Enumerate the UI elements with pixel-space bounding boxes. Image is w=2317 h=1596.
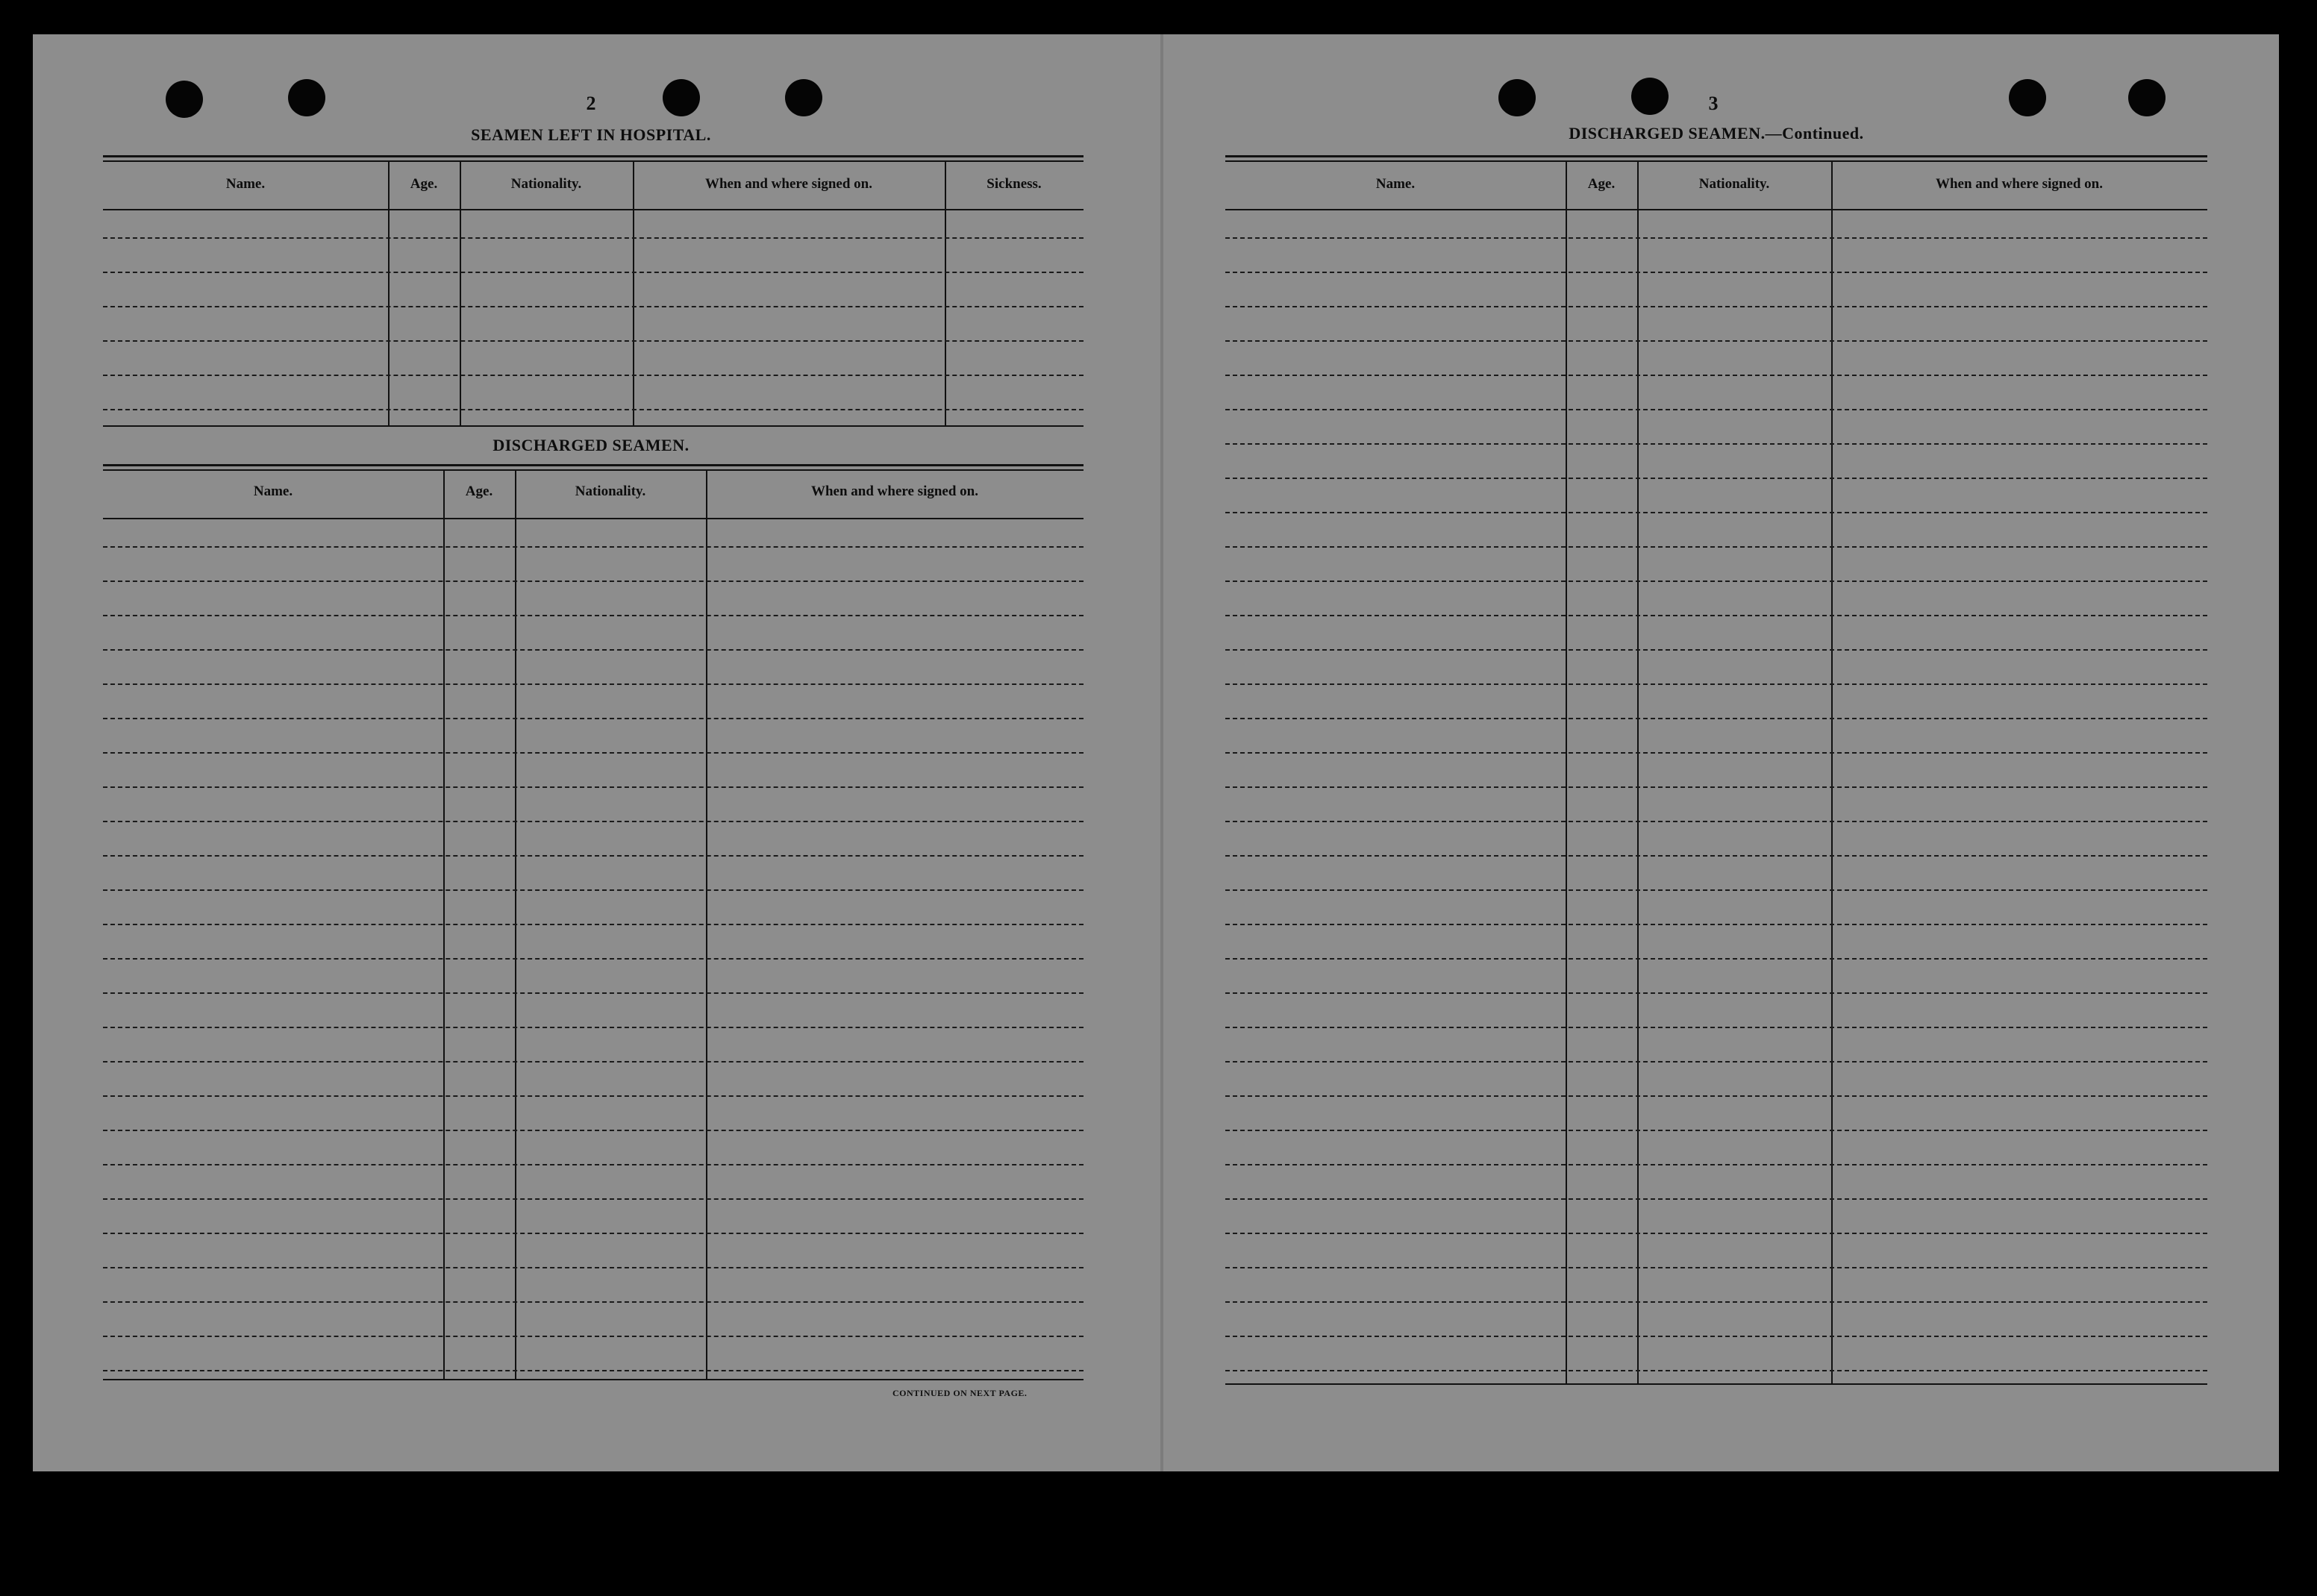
header-rule (103, 209, 1084, 210)
column-header-name: Name. (225, 176, 266, 192)
ruled-row-line[interactable] (103, 237, 1084, 239)
ruled-row-line[interactable] (103, 649, 1084, 651)
ruled-row-line[interactable] (1225, 1267, 2207, 1268)
ruled-row-line[interactable] (103, 786, 1084, 788)
ruled-row-line[interactable] (1225, 409, 2207, 410)
ruled-row-line[interactable] (1225, 1164, 2207, 1165)
ruled-row-line[interactable] (103, 992, 1084, 994)
ruled-row-line[interactable] (103, 306, 1084, 307)
page-number-left: 2 (586, 93, 596, 114)
ruled-row-line[interactable] (103, 340, 1084, 342)
column-divider (1637, 161, 1639, 1383)
ruled-row-line[interactable] (1225, 1233, 2207, 1234)
ruled-row-line[interactable] (103, 821, 1084, 822)
column-header-nationality: Nationality. (1698, 176, 1770, 192)
column-header-nationality: Nationality. (575, 484, 646, 499)
ruled-row-line[interactable] (1225, 272, 2207, 273)
table-top-rule (1225, 155, 2207, 162)
punch-hole (1631, 78, 1669, 115)
column-header-name: Name. (1375, 176, 1416, 192)
discharged-continued-title: DISCHARGED SEAMEN.—Continued. (1569, 124, 1864, 143)
ruled-row-line[interactable] (1225, 580, 2207, 582)
ruled-row-line[interactable] (103, 1198, 1084, 1200)
punch-hole (288, 79, 325, 116)
page-number-right: 3 (1708, 93, 1719, 114)
column-header-sickness: Sickness. (986, 176, 1042, 192)
ruled-row-line[interactable] (1225, 340, 2207, 342)
ruled-row-line[interactable] (1225, 1061, 2207, 1063)
ruled-row-line[interactable] (103, 752, 1084, 754)
ruled-row-line[interactable] (1225, 649, 2207, 651)
ruled-row-line[interactable] (1225, 1095, 2207, 1097)
ruled-row-line[interactable] (1225, 1130, 2207, 1131)
table-bottom-rule (103, 1379, 1084, 1380)
ruled-row-line[interactable] (103, 924, 1084, 925)
ruled-row-line[interactable] (103, 889, 1084, 891)
discharged-section-title: DISCHARGED SEAMEN. (493, 436, 690, 454)
column-header-signed-on: When and where signed on. (810, 484, 978, 499)
punch-hole (2009, 79, 2046, 116)
column-divider (1831, 161, 1833, 1383)
ruled-row-line[interactable] (103, 1095, 1084, 1097)
ruled-row-line[interactable] (103, 1164, 1084, 1165)
column-header-age: Age. (465, 484, 493, 499)
punch-hole (663, 79, 700, 116)
column-header-signed-on: When and where signed on. (704, 176, 872, 192)
ruled-row-line[interactable] (1225, 1027, 2207, 1028)
ruled-row-line[interactable] (1225, 958, 2207, 960)
ruled-row-line[interactable] (103, 615, 1084, 616)
column-header-age: Age. (1587, 176, 1616, 192)
ruled-row-line[interactable] (1225, 1370, 2207, 1371)
ruled-row-line[interactable] (103, 1061, 1084, 1063)
ruled-row-line[interactable] (103, 718, 1084, 719)
ruled-row-line[interactable] (103, 1370, 1084, 1371)
table-top-rule (103, 155, 1084, 162)
column-divider (460, 161, 461, 425)
punch-hole (785, 79, 822, 116)
header-rule (1225, 209, 2207, 210)
ruled-row-line[interactable] (1225, 615, 2207, 616)
ruled-row-line[interactable] (103, 1301, 1084, 1303)
ruled-row-line[interactable] (1225, 306, 2207, 307)
hospital-table (103, 155, 1084, 427)
ruled-row-line[interactable] (103, 1233, 1084, 1234)
continued-note: CONTINUED ON NEXT PAGE. (892, 1388, 1028, 1398)
discharged-table-right (1225, 155, 2207, 1385)
ruled-row-line[interactable] (103, 375, 1084, 376)
ruled-row-line[interactable] (103, 855, 1084, 857)
column-header-nationality: Nationality. (510, 176, 582, 192)
hospital-section-title: SEAMEN LEFT IN HOSPITAL. (471, 125, 711, 144)
ruled-row-line[interactable] (1225, 375, 2207, 376)
ruled-row-line[interactable] (1225, 1301, 2207, 1303)
ruled-row-line[interactable] (1225, 683, 2207, 685)
column-divider (388, 161, 390, 425)
ruled-row-line[interactable] (1225, 1198, 2207, 1200)
table-bottom-rule (103, 425, 1084, 427)
ruled-row-line[interactable] (1225, 478, 2207, 479)
ruled-row-line[interactable] (103, 546, 1084, 548)
ruled-row-line[interactable] (103, 958, 1084, 960)
ruled-row-line[interactable] (1225, 1336, 2207, 1337)
punch-hole (166, 81, 203, 118)
column-header-name: Name. (253, 484, 293, 499)
ruled-row-line[interactable] (103, 683, 1084, 685)
page-fold (1160, 34, 1163, 1471)
header-rule (103, 518, 1084, 519)
ruled-row-line[interactable] (1225, 821, 2207, 822)
ruled-row-line[interactable] (1225, 443, 2207, 445)
ruled-row-line[interactable] (1225, 855, 2207, 857)
ruled-row-line[interactable] (1225, 546, 2207, 548)
column-divider (1566, 161, 1567, 1383)
ruled-row-line[interactable] (103, 1130, 1084, 1131)
punch-hole (2128, 79, 2166, 116)
ruled-row-line[interactable] (1225, 992, 2207, 994)
ruled-row-line[interactable] (103, 580, 1084, 582)
ruled-row-line[interactable] (1225, 237, 2207, 239)
ruled-row-line[interactable] (103, 1267, 1084, 1268)
column-header-age: Age. (410, 176, 438, 192)
table-top-rule (103, 464, 1084, 471)
ruled-row-line[interactable] (103, 1336, 1084, 1337)
ruled-row-line[interactable] (103, 1027, 1084, 1028)
punch-hole (1498, 79, 1536, 116)
column-header-signed-on: When and where signed on. (1935, 176, 2103, 192)
ruled-row-line[interactable] (1225, 889, 2207, 891)
table-bottom-rule (1225, 1383, 2207, 1385)
ruled-row-line[interactable] (1225, 752, 2207, 754)
ruled-row-line[interactable] (1225, 786, 2207, 788)
column-divider (633, 161, 634, 425)
ruled-row-line[interactable] (1225, 718, 2207, 719)
ruled-row-line[interactable] (1225, 512, 2207, 513)
ruled-row-line[interactable] (103, 409, 1084, 410)
ruled-row-line[interactable] (1225, 924, 2207, 925)
ruled-row-line[interactable] (103, 272, 1084, 273)
discharged-table-left (103, 464, 1084, 1380)
column-divider (945, 161, 946, 425)
